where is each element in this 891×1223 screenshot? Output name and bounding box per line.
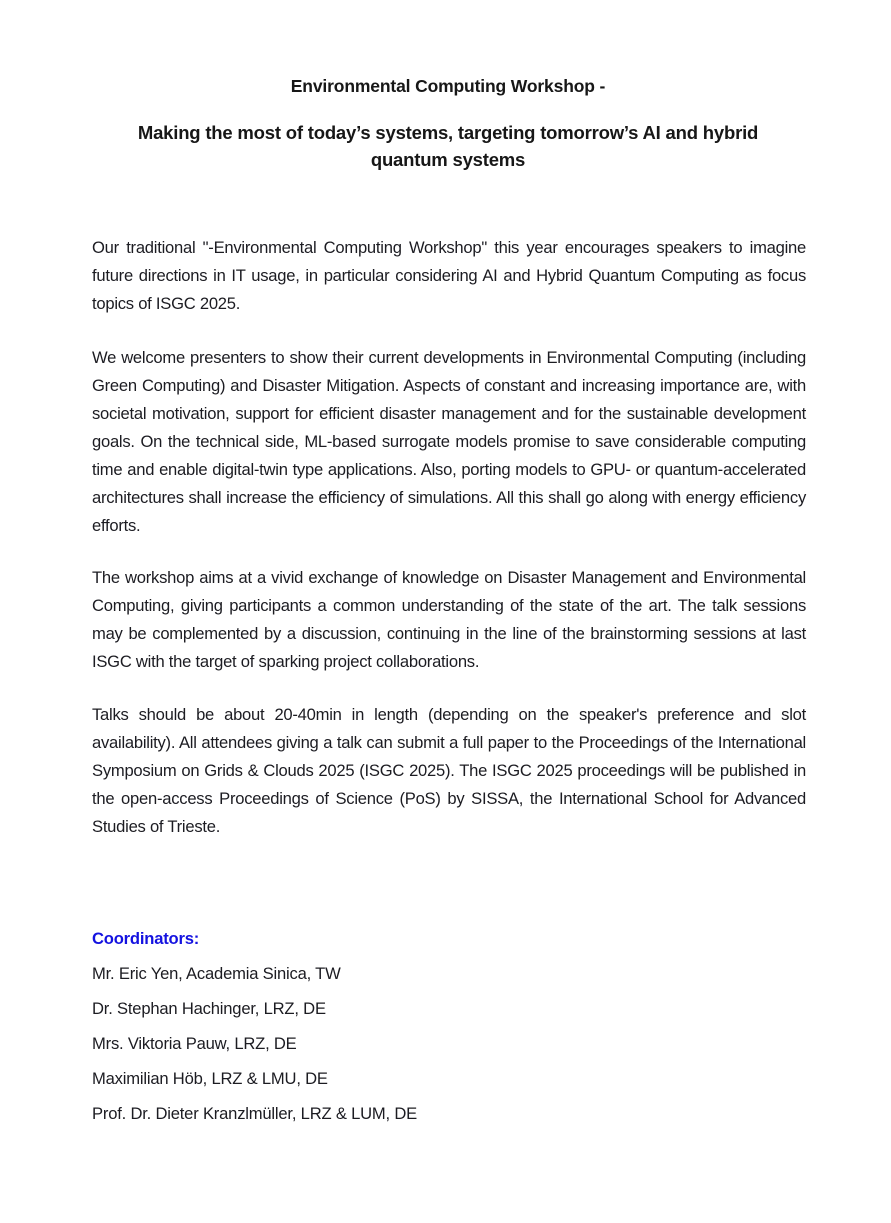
title-line-primary: Environmental Computing Workshop - xyxy=(290,76,606,96)
coordinator-item: Mrs. Viktoria Pauw, LRZ, DE xyxy=(92,1034,297,1053)
coordinators-section xyxy=(92,928,806,1125)
coordinator-item: Dr. Stephan Hachinger, LRZ, DE xyxy=(92,999,326,1018)
coordinator-item: Prof. Dr. Dieter Kranzlmüller, LRZ & LUM, DE xyxy=(92,1104,418,1123)
body-paragraph-3: The workshop aims at a vivid exchange of knowledge on Disaster Management and Environmental Computing, giving participants a common understanding of the state of the art. The talk sessions may be complemented by a discussion, continuing in the line of the brainstorming sessions at last ISGC with the target of sparking project collaborations. xyxy=(92,568,806,671)
document-body xyxy=(92,234,806,841)
coordinators-heading: Coordinators: xyxy=(92,929,200,948)
body-paragraph-1: Our traditional "-Environmental Computing Workshop" this year encourages speakers to imagine future directions in IT usage, in particular considering AI and Hybrid Quantum Computing as focus topics of ISGC 2025. xyxy=(92,238,806,313)
title-line-subtitle: Making the most of today’s systems, targeting tomorrow’s AI and hybrid quantum systems xyxy=(137,122,759,170)
coordinator-item: Mr. Eric Yen, Academia Sinica, TW xyxy=(92,964,341,983)
document-title xyxy=(92,74,804,173)
body-paragraph-2: We welcome presenters to show their current developments in Environmental Computing (including Green Computing) and Disaster Mitigation. Aspects of constant and increasing importance are, with societal motivation, support for efficient disaster management and for the sustainable development goals. On the technical side, ML-based surrogate models promise to save considerable computing time and enable digital-twin type applications. Also, porting models to GPU- or quantum-accelerated architectures shall increase the efficiency of simulations. All this shall go along with energy efficiency efforts. xyxy=(92,348,806,535)
coordinator-item: Maximilian Höb, LRZ & LMU, DE xyxy=(92,1069,328,1088)
body-paragraph-4: Talks should be about 20-40min in length (depending on the speaker's preference and slot availability). All attendees giving a talk can submit a full paper to the Proceedings of the International Symposium on Grids & Clouds 2025 (ISGC 2025). The ISGC 2025 proceedings will be published in the open-access Proceedings of Science (PoS) by SISSA, the International School for Advanced Studies of Trieste. xyxy=(92,705,806,836)
